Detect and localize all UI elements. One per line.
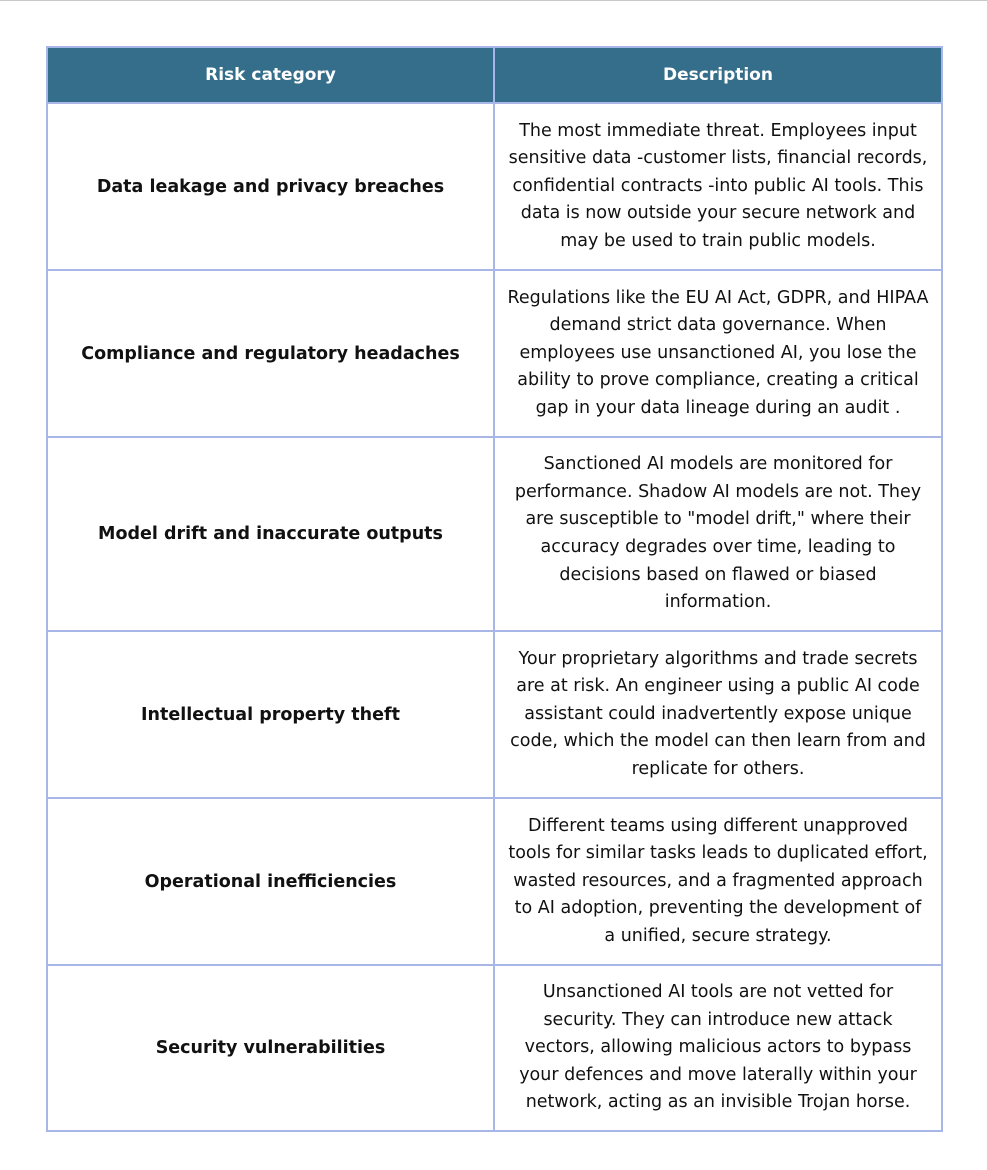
header-risk-category: Risk category (47, 47, 494, 103)
risk-description-cell: The most immediate threat. Employees input sensitive data -customer lists, financial records, confidential contracts -into public AI tools. This data is now outside your secure network and may be used to train public models. (494, 103, 942, 270)
table-header-row (47, 47, 942, 103)
table-row (47, 103, 942, 270)
risk-category-cell: Compliance and regulatory headaches (47, 270, 494, 437)
risk-category-cell: Security vulnerabilities (47, 965, 494, 1131)
risk-category-cell: Intellectual property theft (47, 631, 494, 798)
top-divider (0, 0, 987, 1)
risk-description-cell: Unsanctioned AI tools are not vetted for security. They can introduce new attack vectors, allowing malicious actors to bypass your defences and move laterally within your network, acting as an invisible Trojan horse. (494, 965, 942, 1131)
table-row (47, 631, 942, 798)
risk-table-container (46, 46, 941, 1132)
table-row (47, 798, 942, 965)
table-row (47, 437, 942, 631)
header-description: Description (494, 47, 942, 103)
risk-description-cell: Regulations like the EU AI Act, GDPR, and HIPAA demand strict data governance. When employees use unsanctioned AI, you lose the ability to prove compliance, creating a critical gap in your data lineage during an audit . (494, 270, 942, 437)
risk-category-cell: Data leakage and privacy breaches (47, 103, 494, 270)
risk-description-cell: Sanctioned AI models are monitored for performance. Shadow AI models are not. They are susceptible to "model drift," where their accuracy degrades over time, leading to decisions based on flawed or biased information. (494, 437, 942, 631)
table-row (47, 965, 942, 1131)
risk-category-cell: Operational inefficiencies (47, 798, 494, 965)
table-row (47, 270, 942, 437)
risk-description-cell: Your proprietary algorithms and trade secrets are at risk. An engineer using a public AI code assistant could inadvertently expose unique code, which the model can then learn from and replicate for others. (494, 631, 942, 798)
risk-table (46, 46, 943, 1132)
risk-description-cell: Different teams using different unapproved tools for similar tasks leads to duplicated effort, wasted resources, and a fragmented approach to AI adoption, preventing the development of a unified, secure strategy. (494, 798, 942, 965)
risk-category-cell: Model drift and inaccurate outputs (47, 437, 494, 631)
